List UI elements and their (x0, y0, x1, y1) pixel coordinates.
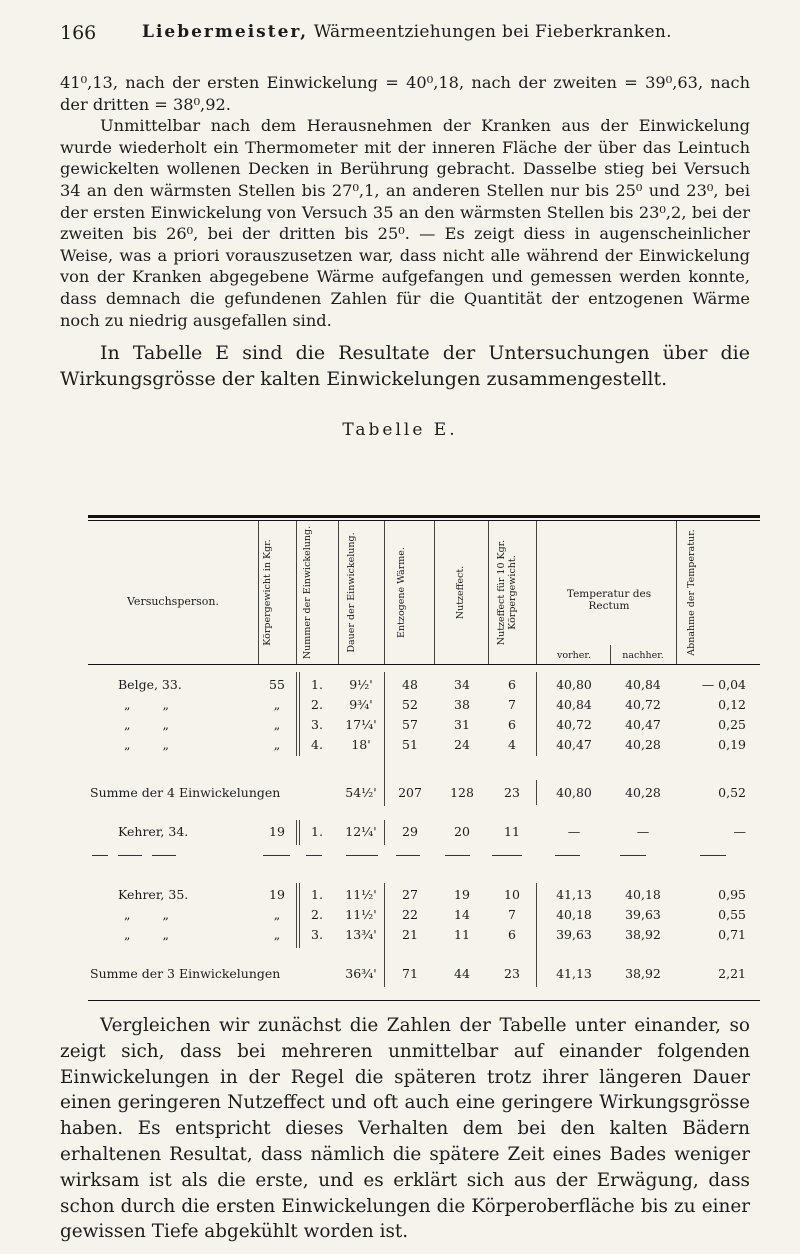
dash-separator (346, 855, 378, 856)
header-divider (384, 521, 385, 664)
dash-separator (555, 855, 580, 856)
header-divider (338, 521, 339, 664)
cell-before: 40,47 (556, 737, 592, 752)
cell-before: 40,80 (556, 785, 592, 800)
cell-eff10: 11 (504, 824, 520, 839)
closing-paragraph (60, 1013, 750, 1245)
dash-separator (700, 855, 726, 856)
cell-dur: 12¼' (345, 824, 377, 839)
column-rule (384, 820, 385, 845)
cell-drop: 0,71 (718, 927, 746, 942)
cell-before: 40,18 (556, 907, 592, 922)
cell-heat: 48 (402, 677, 418, 692)
cell-heat: 52 (402, 697, 418, 712)
cell-drop: 0,19 (718, 737, 746, 752)
cell-heat: 22 (402, 907, 418, 922)
cell-heat: 27 (402, 887, 418, 902)
header-before: vorher. (557, 650, 591, 661)
dash-separator (306, 855, 322, 856)
intro-paragraph (60, 72, 750, 331)
cell-heat: 57 (402, 717, 418, 732)
cell-eff: 20 (454, 824, 470, 839)
cell-drop: — (733, 824, 746, 839)
dash-separator (152, 855, 176, 856)
cell-dur: 13¾' (345, 927, 377, 942)
cell-drop: 0,12 (718, 697, 746, 712)
cell-weight: 19 (269, 887, 285, 902)
cell-after: 40,28 (625, 737, 661, 752)
header-divider (676, 521, 677, 664)
cell-num: 4. (311, 737, 323, 752)
table-top-rule-thin (88, 520, 760, 521)
cell-dur: 54½' (345, 785, 377, 800)
header-effect-per-10kg: Nutzeffect für 10 Kgr. Körpergewicht. (496, 539, 518, 646)
cell-num: 2. (311, 907, 323, 922)
cell-eff: 19 (454, 887, 470, 902)
cell-dur: 9½' (349, 677, 373, 692)
cell-num: 3. (311, 717, 323, 732)
header-bottom-rule (88, 664, 760, 665)
column-rule (299, 883, 300, 948)
cell-person: „ „ (124, 907, 183, 922)
cell-eff10: 6 (508, 927, 516, 942)
cell-person: „ „ (124, 697, 183, 712)
table-intro-text: In Tabelle E sind die Resultate der Untersuchungen über die Wirkungsgrösse der kalten Einwickelungen zusammengestellt. (60, 342, 750, 390)
header-title: Wärmeentziehungen bei Fieberkranken. (308, 22, 672, 42)
dash-separator (620, 855, 646, 856)
intro-line: 41⁰,13, nach der ersten Einwickelung = 40⁰,18, nach der zweiten = 39⁰,63, nach der dritten = 38⁰,92. (60, 73, 750, 114)
cell-before: 41,13 (556, 966, 592, 981)
cell-person: Summe der 3 Einwickelungen (90, 966, 281, 981)
cell-person: Summe der 4 Einwickelungen (90, 785, 281, 800)
cell-eff: 128 (450, 785, 474, 800)
cell-person: „ „ (124, 717, 183, 732)
cell-drop: 0,52 (718, 785, 746, 800)
column-rule (536, 672, 537, 756)
column-rule (299, 672, 300, 756)
dash-separator (445, 855, 470, 856)
cell-eff10: 23 (504, 785, 520, 800)
header-drop: Abnahme der Temperatur. (686, 529, 697, 656)
cell-after: 38,92 (625, 927, 661, 942)
cell-person: Kehrer, 34. (118, 824, 189, 839)
table-top-rule (88, 515, 760, 518)
cell-eff10: 10 (504, 887, 520, 902)
header-divider (258, 521, 259, 664)
header-heat: Entzogene Wärme. (396, 547, 407, 638)
intro-body: Unmittelbar nach dem Herausnehmen der Kranken aus der Einwickelung wurde wiederholt ein Thermometer mit der inneren Fläche der über das Leintuch gewickelten wollenen Decken in Berührung gebracht. Dasselbe stieg bei Versuch 34 an den wärmsten Stellen bis 27⁰,1, an anderen Stellen nur bis 25⁰ und 23⁰, bei der ersten Einwickelung von Versuch 35 an den wärmsten Stellen bis 23⁰,2, bei der zweiten bis 26⁰, bei der dritten bis 25⁰. — Es zeigt diess in augenscheinlicher Weise, was a priori vorauszusetzen war, dass nicht alle während der Einwickelung von der Kranken abgegebene Wärme aufgefangen und gemessen werden konnte, dass demnach die gefundenen Zahlen für die Quantität der entzogenen Wärme noch zu niedrig ausgefallen sind. (60, 116, 750, 330)
cell-weight: 55 (269, 677, 285, 692)
cell-eff: 24 (454, 737, 470, 752)
cell-after: 40,84 (625, 677, 661, 692)
header-temp-group: Temperatur des Rectum (566, 588, 652, 612)
cell-person: Kehrer, 35. (118, 887, 189, 902)
cell-drop: 2,21 (718, 966, 746, 981)
header-divider (434, 521, 435, 664)
cell-drop: 0,95 (718, 887, 746, 902)
header-number: Nummer der Einwickelung. (302, 525, 313, 660)
cell-before: 41,13 (556, 887, 592, 902)
column-rule (536, 780, 537, 805)
column-rule (384, 672, 385, 806)
table-intro (60, 340, 750, 392)
cell-weight: 19 (269, 824, 285, 839)
cell-weight: „ (273, 717, 281, 732)
dash-separator (492, 855, 522, 856)
cell-after: — (636, 824, 650, 839)
column-rule (536, 883, 537, 987)
header-divider (488, 521, 489, 664)
cell-dur: 17¼' (345, 717, 377, 732)
cell-eff: 31 (454, 717, 470, 732)
cell-eff10: 7 (508, 697, 516, 712)
column-rule (296, 883, 297, 948)
cell-heat: 29 (402, 824, 418, 839)
dash-separator (396, 855, 420, 856)
header-divider (610, 645, 611, 664)
cell-person: „ „ (124, 737, 183, 752)
header-person: Versuchsperson. (127, 595, 219, 608)
cell-drop: — 0,04 (701, 677, 746, 692)
running-header (60, 22, 750, 50)
cell-num: 1. (311, 677, 323, 692)
cell-weight: „ (273, 907, 281, 922)
column-rule (296, 820, 297, 845)
cell-drop: 0,25 (718, 717, 746, 732)
cell-num: 1. (311, 887, 323, 902)
table-title: Tabelle E. (342, 420, 458, 440)
dash-separator (263, 855, 290, 856)
cell-eff10: 7 (508, 907, 516, 922)
header-weight: Körpergewicht in Kgr. (262, 539, 273, 646)
author-name: Liebermeister, (142, 22, 309, 42)
running-title (142, 22, 672, 42)
closing-text: Vergleichen wir zunächst die Zahlen der Tabelle unter einander, so zeigt sich, dass bei mehreren unmittelbar auf einander folgenden Einwickelungen in der Regel die späteren trotz ihrer längeren Dauer einen geringeren Nutzeffect und oft auch eine geringere Wirkungsgrösse haben. Es entspricht dieses Verhalten dem bei den kalten Bädern erhaltenen Resultat, dass nämlich die spätere Zeit eines Bades weniger wirksam ist als die erste, und es erklärt sich aus der Erwägung, dass schon durch die ersten Einwickelungen die Körperoberfläche bis zu einer gewissen Tiefe abgekühlt worden ist. (60, 1015, 750, 1243)
table-bottom-rule (88, 1000, 760, 1001)
header-divider (296, 521, 297, 664)
header-after: nachher. (622, 650, 664, 661)
cell-person: Belge, 33. (118, 677, 182, 692)
cell-eff10: 6 (508, 677, 516, 692)
cell-after: 40,72 (625, 697, 661, 712)
cell-eff: 38 (454, 697, 470, 712)
cell-dur: 9¾' (349, 697, 373, 712)
cell-weight: „ (273, 697, 281, 712)
cell-eff: 14 (454, 907, 470, 922)
cell-eff: 44 (454, 966, 470, 981)
cell-dur: 11½' (345, 887, 377, 902)
header-divider (536, 521, 537, 664)
cell-eff: 34 (454, 677, 470, 692)
cell-num: 2. (311, 697, 323, 712)
cell-after: 39,63 (625, 907, 661, 922)
cell-num: 3. (311, 927, 323, 942)
cell-heat: 51 (402, 737, 418, 752)
cell-num: 1. (311, 824, 323, 839)
cell-before: 39,63 (556, 927, 592, 942)
cell-before: 40,84 (556, 697, 592, 712)
header-duration: Dauer der Einwickelung. (346, 532, 357, 653)
page-number: 166 (60, 22, 97, 44)
dash-separator (92, 855, 108, 856)
cell-person: „ „ (124, 927, 183, 942)
cell-dur: 18' (351, 737, 371, 752)
cell-after: 38,92 (625, 966, 661, 981)
cell-heat: 21 (402, 927, 418, 942)
cell-drop: 0,55 (718, 907, 746, 922)
cell-before: 40,72 (556, 717, 592, 732)
cell-dur: 11½' (345, 907, 377, 922)
cell-heat: 207 (398, 785, 422, 800)
cell-eff10: 23 (504, 966, 520, 981)
column-rule (299, 820, 300, 845)
cell-eff: 11 (454, 927, 470, 942)
cell-eff10: 6 (508, 717, 516, 732)
column-rule (384, 883, 385, 987)
header-effect: Nutzeffect. (455, 565, 466, 620)
cell-weight: „ (273, 737, 281, 752)
cell-heat: 71 (402, 966, 418, 981)
cell-eff10: 4 (508, 737, 516, 752)
cell-after: 40,18 (625, 887, 661, 902)
column-rule (296, 672, 297, 756)
cell-after: 40,28 (625, 785, 661, 800)
cell-after: 40,47 (625, 717, 661, 732)
dash-separator (118, 855, 142, 856)
cell-weight: „ (273, 927, 281, 942)
cell-before: — (567, 824, 581, 839)
cell-dur: 36¾' (345, 966, 377, 981)
cell-before: 40,80 (556, 677, 592, 692)
